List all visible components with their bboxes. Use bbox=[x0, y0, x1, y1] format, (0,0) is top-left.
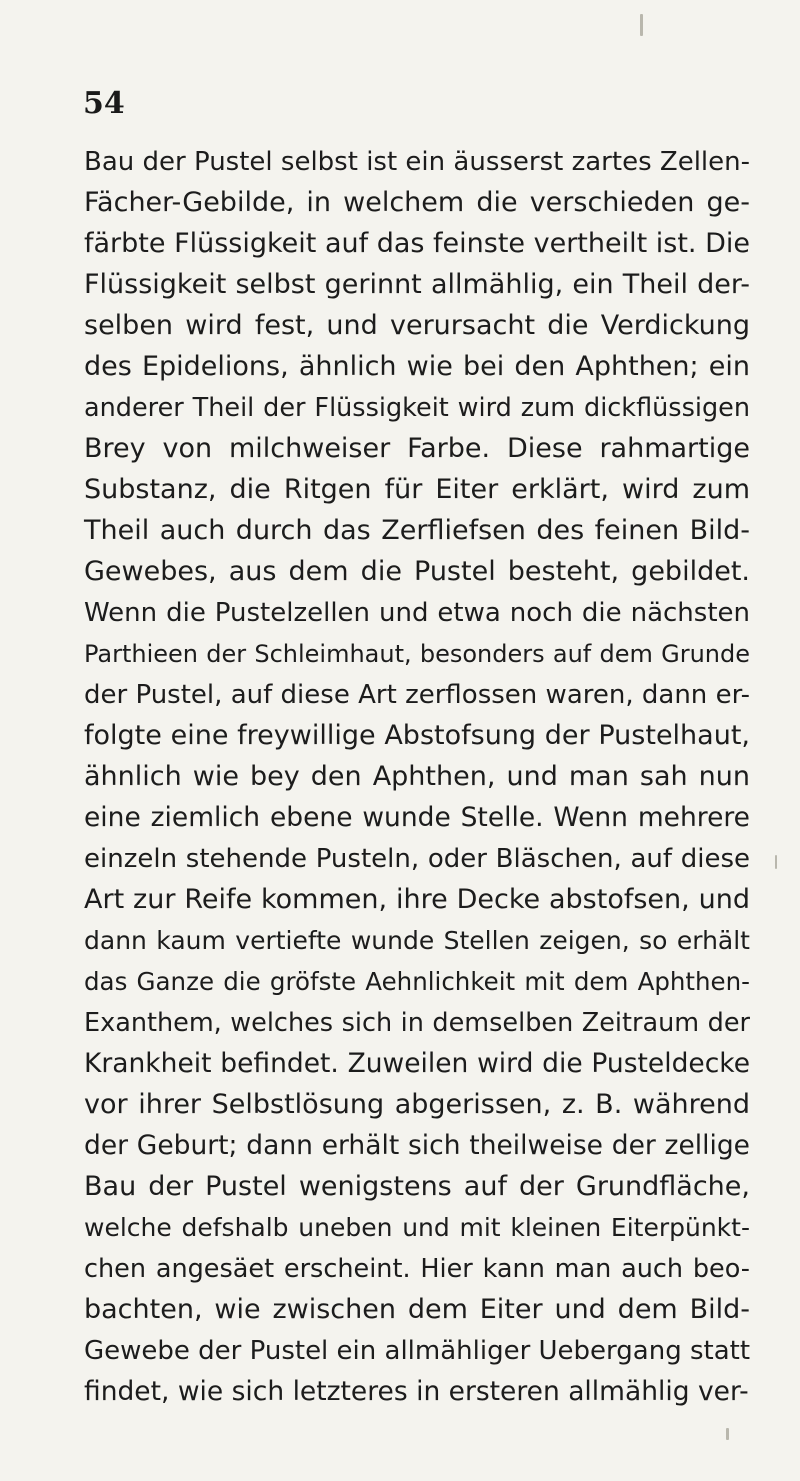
page-number: 54 bbox=[83, 86, 125, 121]
text-line: Fächer-Gebilde, in welchem die verschieden ge- bbox=[84, 187, 750, 218]
text-line: bachten, wie zwischen dem Eiter und dem Bild- bbox=[84, 1294, 750, 1325]
text-line: das Ganze die gröfste Aehnlichkeit mit dem Aphthen- bbox=[84, 967, 750, 996]
text-line: Gewebe der Pustel ein allmähliger Uebergang statt bbox=[84, 1336, 751, 1366]
text-line: findet, wie sich letzteres in ersteren allmählig ver- bbox=[84, 1376, 749, 1407]
text-line: Krankheit befindet. Zuweilen wird die Pusteldecke bbox=[84, 1048, 750, 1079]
paper-speck bbox=[775, 855, 777, 869]
text-line: Exanthem, welches sich in demselben Zeitraum der bbox=[84, 1008, 750, 1038]
paper-speck bbox=[726, 1428, 729, 1440]
text-line: des Epidelions, ähnlich wie bei den Aphthen; ein bbox=[84, 351, 750, 382]
text-line: Flüssigkeit selbst gerinnt allmählig, ein Theil der- bbox=[84, 269, 750, 300]
paper-speck bbox=[640, 14, 643, 36]
text-line: Bau der Pustel wenigstens auf der Grundfläche, bbox=[84, 1171, 750, 1202]
text-line: der Geburt; dann erhält sich theilweise der zellige bbox=[84, 1130, 750, 1161]
text-line: der Pustel, auf diese Art zerflossen waren, dann er- bbox=[84, 680, 750, 710]
text-line: anderer Theil der Flüssigkeit wird zum dickflüssigen bbox=[84, 393, 750, 423]
text-line: chen angesäet erscheint. Hier kann man auch beo- bbox=[84, 1254, 750, 1284]
text-line: einzeln stehende Pusteln, oder Bläschen, auf diese bbox=[84, 844, 750, 874]
text-line: Brey von milchweiser Farbe. Diese rahmartige bbox=[84, 433, 750, 464]
text-line: Art zur Reife kommen, ihre Decke abstofsen, und bbox=[84, 884, 750, 915]
text-line: Substanz, die Ritgen für Eiter erklärt, wird zum bbox=[84, 474, 750, 505]
text-line: Theil auch durch das Zerfliefsen des feinen Bild- bbox=[84, 515, 750, 546]
text-line: Bau der Pustel selbst ist ein äusserst zartes Zellen- bbox=[84, 147, 750, 177]
text-line: ähnlich wie bey den Aphthen, und man sah nun bbox=[84, 761, 750, 792]
text-line: eine ziemlich ebene wunde Stelle. Wenn mehrere bbox=[84, 802, 750, 833]
text-line: welche defshalb uneben und mit kleinen Eiterpünkt- bbox=[84, 1213, 750, 1242]
text-line: Wenn die Pustelzellen und etwa noch die nächsten bbox=[84, 598, 750, 628]
text-line: Parthieen der Schleimhaut, besonders auf dem Grunde bbox=[84, 640, 750, 668]
text-line: vor ihrer Selbstlösung abgerissen, z. B. während bbox=[84, 1089, 750, 1120]
text-line: selben wird fest, und verursacht die Verdickung bbox=[84, 310, 750, 341]
text-line: Gewebes, aus dem die Pustel besteht, gebildet. bbox=[84, 556, 750, 587]
text-line: folgte eine freywillige Abstofsung der Pustelhaut, bbox=[84, 720, 750, 751]
text-line: dann kaum vertiefte wunde Stellen zeigen, so erhält bbox=[84, 926, 750, 955]
text-line: färbte Flüssigkeit auf das feinste vertheilt ist. Die bbox=[84, 228, 750, 259]
